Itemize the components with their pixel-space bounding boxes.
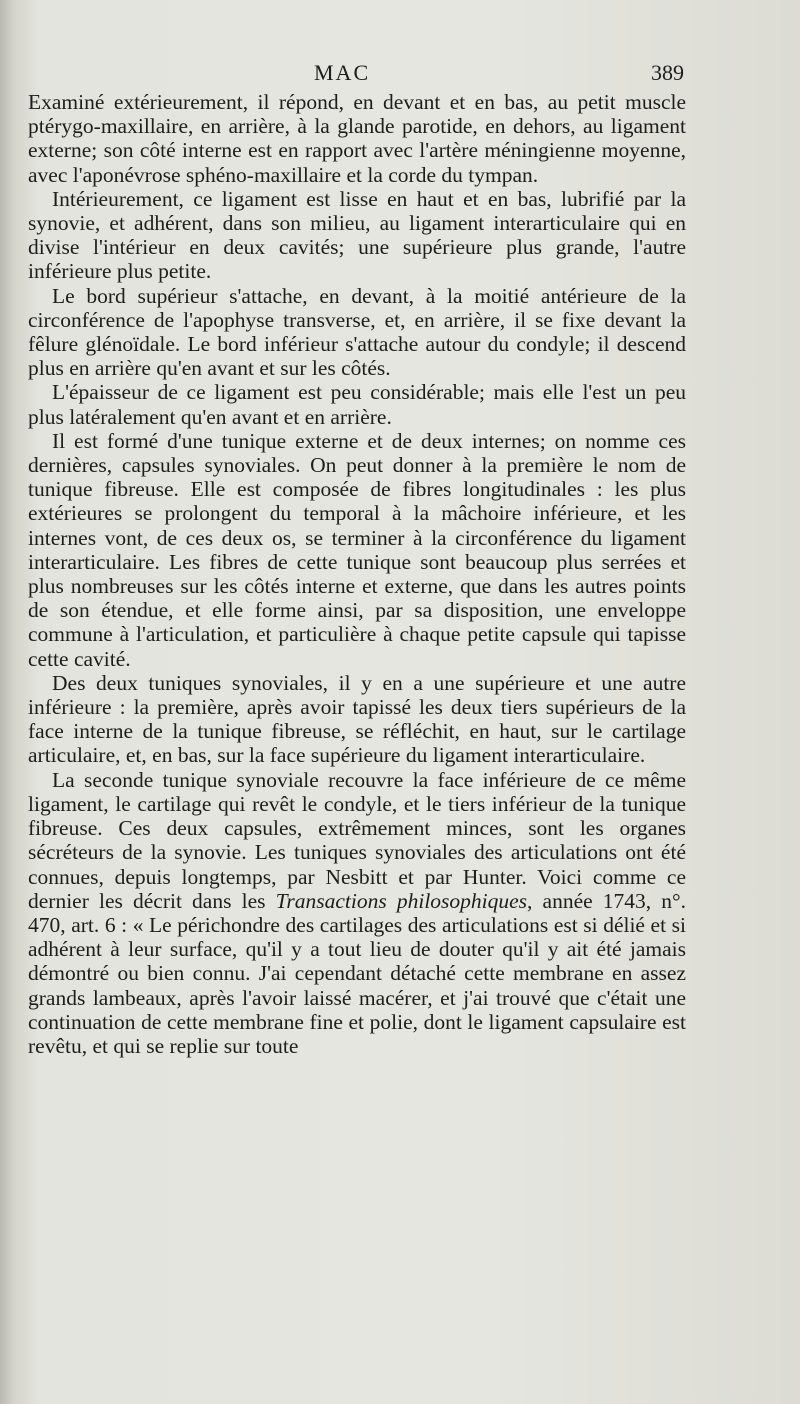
body-text xyxy=(28,90,686,1058)
running-head: MAC xyxy=(314,60,371,85)
page-header xyxy=(30,60,684,90)
paragraph xyxy=(28,768,686,1058)
paragraph: Le bord supérieur s'attache, en devant, à la moitié antérieure de la circonférence de l'apophyse transverse, et, en arrière, il se fixe devant la fêlure glénoïdale. Le bord inférieur s'attache autour du condyle; il descend plus en arrière qu'en avant et sur les côtés. xyxy=(28,283,686,381)
paragraph: Examiné extérieurement, il répond, en devant et en bas, au petit muscle ptérygo-maxillaire, en arrière, à la glande parotide, en dehors, au ligament externe; son côté interne est en rapport avec l'artère méningienne moyenne, avec l'aponévrose sphéno-maxillaire et la corde du tympan. xyxy=(28,90,686,187)
paragraph-text: , année 1743, n°. 470, art. 6 : « Le périchondre des cartilages des articulations est si délié et si adhérent à leur surface, qu'il y a tout lieu de douter qu'il y ait été jamais démontré ou bien connu. J'ai cependant détaché cette membrane en assez grands lambeaux, après l'avoir laissé macérer, et j'ai trouvé que c'était une continuation de cette membrane fine et polie, dont le ligament capsulaire est revêtu, et qui se replie sur toute xyxy=(28,888,687,1058)
paragraph-text: La seconde tunique synoviale recouvre la face inférieure de ce même ligament, le cartilage qui revêt le condyle, et le tiers inférieur de la tunique fibreuse. Ces deux capsules, extrêmement minces, sont les organes sécréteurs de la synovie. Les tuniques synoviales des articulations ont été connues, depuis longtemps, par Nesbitt et par Hunter. Voici comme ce dernier les décrit dans les xyxy=(28,767,686,913)
paragraph: Des deux tuniques synoviales, il y en a une supérieure et une autre inférieure : la première, après avoir tapissé les deux tiers supérieurs de la face interne de la tunique fibreuse, se réfléchit, en haut, sur le cartilage articulaire, et, en bas, sur la face supérieure du ligament interarticulaire. xyxy=(28,670,686,768)
paragraph: Intérieurement, ce ligament est lisse en haut et en bas, lubrifié par la synovie, et adhérent, dans son milieu, au ligament interarticulaire qui en divise l'intérieur en deux cavités; une supérieure plus grande, l'autre inférieure plus petite. xyxy=(28,186,686,284)
paragraph: Il est formé d'une tunique externe et de deux internes; on nomme ces dernières, capsules synoviales. On peut donner à la première le nom de tunique fibreuse. Elle est composée de fibres longitudinales : les plus extérieures se prolongent du temporal à la mâchoire inférieure, et les internes vont, de ces deux os, se terminer à la circonférence du ligament interarticulaire. Les fibres de cette tunique sont beaucoup plus serrées et plus nombreuses sur les côtés interne et externe, que dans les autres points de son étendue, et elle forme ainsi, par sa disposition, une enveloppe commune à l'articulation, et particulière à chaque petite capsule qui tapisse cette cavité. xyxy=(28,428,686,671)
page-number: 389 xyxy=(651,60,684,85)
journal-title: Transactions philosophiques xyxy=(275,888,528,913)
paragraph: L'épaisseur de ce ligament est peu considérable; mais elle l'est un peu plus latéralement qu'en avant et en arrière. xyxy=(28,380,686,429)
